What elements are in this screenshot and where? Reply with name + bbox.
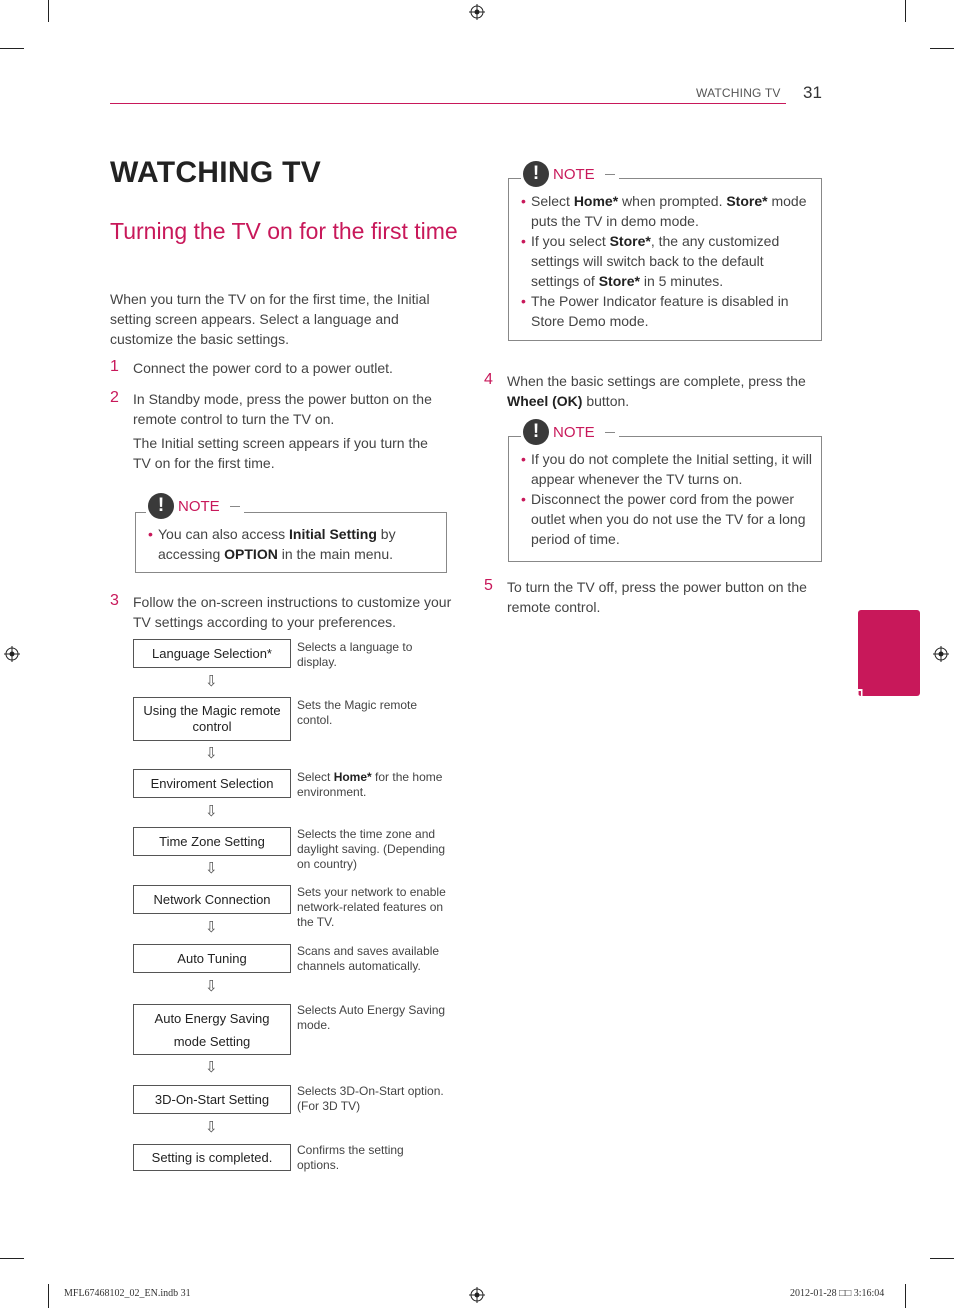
- note-header-rule: [605, 432, 615, 433]
- flow-step-desc: Confirms the setting options.: [297, 1143, 404, 1172]
- crop-mark: [0, 1258, 24, 1259]
- note-label: NOTE: [178, 497, 220, 515]
- note-box: [508, 163, 822, 341]
- flow-step-desc: Sets the Magic remote contol.: [297, 698, 418, 727]
- exclamation-icon: !: [523, 161, 549, 187]
- intro-paragraph: When you turn the TV on for the first time, the Initial setting screen appears. Select a language and customize the basic settings.: [110, 291, 430, 347]
- section-subtitle: Turning the TV on for the first time: [110, 218, 458, 244]
- language-tab-label: ENGLISH: [850, 688, 866, 761]
- flow-step-box: Time Zone Setting: [133, 827, 291, 856]
- registration-mark-icon: [469, 1287, 485, 1303]
- flow-arrow-icon: ⇩: [205, 745, 218, 762]
- registration-mark-icon: [469, 4, 485, 20]
- step-text: Follow the on-screen instructions to customize your TV settings according to your preferences.: [133, 594, 452, 630]
- flow-step-desc: Selects a language to display.: [297, 640, 413, 669]
- note-bullet: • If you select Store*, the any customized settings will switch back to the default settings of Store* in 5 minutes.: [521, 233, 780, 289]
- note-header: [521, 161, 619, 187]
- header-rule: [110, 103, 786, 104]
- step-subtext: The Initial setting screen appears if you turn the TV on for the first time.: [133, 435, 428, 471]
- crop-mark: [48, 0, 49, 22]
- flow-arrow-icon: ⇩: [205, 919, 218, 936]
- flow-arrow-icon: ⇩: [205, 978, 218, 995]
- running-header-section: WATCHING TV: [696, 86, 781, 100]
- note-box: [508, 421, 822, 562]
- footer-file-info: MFL67468102_02_EN.indb 31: [64, 1288, 191, 1299]
- flow-step-desc: Selects Auto Energy Saving mode.: [297, 1003, 446, 1032]
- step-text: When the basic settings are complete, press the Wheel (OK) button.: [507, 373, 806, 409]
- note-bullet: • Select Home* when prompted. Store* mode puts the TV in demo mode.: [521, 193, 807, 229]
- note-bullet: • The Power Indicator feature is disabled in Store Demo mode.: [521, 293, 789, 329]
- crop-mark: [0, 48, 24, 49]
- flow-step-desc: Sets your network to enable network-related features on the TV.: [297, 885, 446, 929]
- step-text: To turn the TV off, press the power button on the remote control.: [507, 579, 807, 615]
- flow-step-box: Using the Magic remote control: [133, 697, 291, 741]
- step-number: 4: [484, 371, 493, 388]
- flow-step-desc: Scans and saves available channels automatically.: [297, 944, 440, 973]
- page-title: WATCHING TV: [110, 156, 322, 189]
- note-header: [521, 419, 619, 445]
- note-bullet: • If you do not complete the Initial setting, it will appear whenever the TV turns on.: [521, 451, 812, 487]
- note-header-rule: [605, 174, 615, 175]
- crop-mark: [930, 1258, 954, 1259]
- crop-mark: [930, 48, 954, 49]
- exclamation-icon: !: [148, 493, 174, 519]
- flow-step-box: Auto Tuning: [133, 944, 291, 973]
- flow-step-box: Enviroment Selection: [133, 769, 291, 798]
- crop-mark: [905, 1284, 906, 1308]
- note-header-rule: [230, 506, 240, 507]
- registration-mark-icon: [933, 646, 949, 662]
- flow-step-box: Auto Energy Saving mode Setting: [133, 1004, 291, 1055]
- note-box: [135, 495, 447, 573]
- flow-arrow-icon: ⇩: [205, 803, 218, 820]
- step-text: Connect the power cord to a power outlet.: [133, 360, 393, 376]
- flow-arrow-icon: ⇩: [205, 1059, 218, 1076]
- language-side-tab: [850, 610, 920, 761]
- flow-step-desc: Selects 3D-On-Start option. (For 3D TV): [297, 1084, 444, 1113]
- note-bullet: • Disconnect the power cord from the power outlet when you do not use the TV for a long period of time.: [521, 491, 806, 547]
- crop-mark: [48, 1284, 49, 1308]
- flow-step-box: Language Selection*: [133, 639, 291, 668]
- note-header: [146, 493, 244, 519]
- flow-step-desc: Select Home* for the home environment.: [297, 770, 443, 799]
- step-text: In Standby mode, press the power button on the remote control to turn the TV on.: [133, 391, 432, 427]
- note-bullet: • You can also access Initial Setting by accessing OPTION in the main menu.: [148, 526, 396, 562]
- step-number: 3: [110, 592, 119, 609]
- footer-timestamp: 2012-01-28 □□ 3:16:04: [790, 1288, 885, 1299]
- page-number: 31: [803, 83, 822, 102]
- exclamation-icon: !: [523, 419, 549, 445]
- flow-step-box: Setting is completed.: [133, 1144, 291, 1171]
- step-number: 5: [484, 577, 493, 594]
- flow-step-box: Network Connection: [133, 885, 291, 914]
- note-label: NOTE: [553, 423, 595, 441]
- note-label: NOTE: [553, 165, 595, 183]
- step-number: 1: [110, 358, 119, 375]
- flow-arrow-icon: ⇩: [205, 673, 218, 690]
- registration-mark-icon: [4, 646, 20, 662]
- step-number: 2: [110, 389, 119, 406]
- flow-step-desc: Selects the time zone and daylight saving. (Depending on country): [297, 827, 446, 871]
- flow-arrow-icon: ⇩: [205, 860, 218, 877]
- flow-arrow-icon: ⇩: [205, 1119, 218, 1136]
- crop-mark: [905, 0, 906, 22]
- flow-step-box: 3D-On-Start Setting: [133, 1085, 291, 1114]
